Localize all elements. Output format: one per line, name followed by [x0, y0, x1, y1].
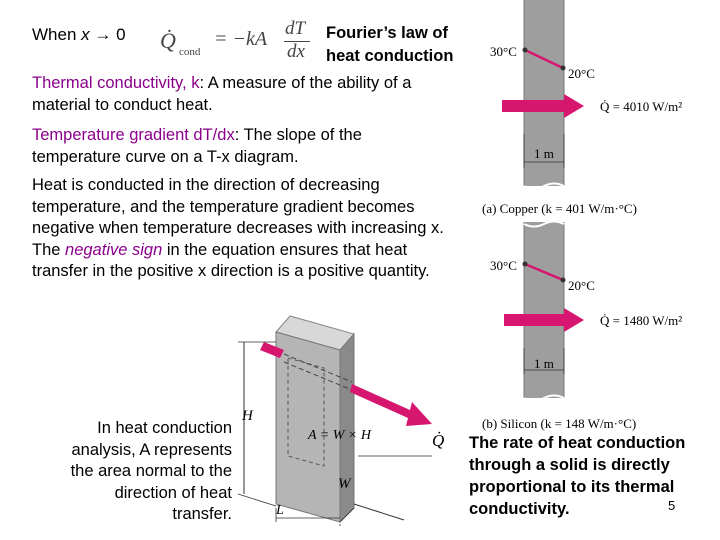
page-number: 5: [668, 498, 676, 513]
thickness-label: L: [276, 503, 284, 518]
copper-hot-temp: 30°C: [490, 44, 517, 59]
area-equation: A = W × H: [308, 428, 371, 443]
area-normal-note: In heat conduction analysis, A represents the area normal to the direction of heat transfer.: [70, 419, 232, 523]
plane-wall-diagram: [236, 296, 468, 526]
silicon-caption: (b) Silicon (k = 148 W/m·°C): [482, 416, 637, 431]
height-label: H: [242, 408, 253, 424]
slab-front: [276, 332, 340, 522]
silicon-wall-diagram: [472, 222, 720, 432]
temperature-gradient-definition: Temperature gradient dT/dx: The slope of the temperature curve on a T-x diagram.: [32, 126, 362, 166]
negative-sign-explanation: Heat is conducted in the direction of decreasing temperature, and the temperature gradient becomes negative when temperature decreases with increasing x. The negative sign in the equation ensures that heat transfer in the positive x direction is a positive quantity.: [32, 176, 444, 280]
silicon-hot-temp: 30°C: [490, 258, 517, 273]
silicon-slab: [524, 222, 564, 398]
silicon-heat-flux: Q̇ = 1480 W/m²: [600, 313, 683, 328]
copper-caption: (a) Copper (k = 401 W/m·°C): [482, 201, 637, 216]
conclusion-text: The rate of heat conduction through a solid is directly proportional to its thermal conductivity.: [469, 434, 686, 518]
thermal-conductivity-definition: Thermal conductivity, k: A measure of the ability of a material to conduct heat.: [32, 74, 412, 114]
law-title: Fourier’s law of heat conduction: [326, 24, 454, 65]
fourier-equation: Q̇ cond = −kA dT dx: [160, 20, 312, 64]
silicon-cold-temp: 20°C: [568, 278, 595, 293]
copper-cold-temp: 20°C: [568, 66, 595, 81]
copper-wall-diagram: [472, 0, 720, 222]
copper-length: 1 m: [534, 146, 554, 161]
limit-condition: When x → 0: [32, 25, 126, 44]
copper-heat-flux: Q̇ = 4010 W/m²: [600, 99, 683, 114]
silicon-length: 1 m: [534, 356, 554, 371]
width-label: W: [338, 476, 351, 492]
heat-rate-label: Q̇: [432, 431, 445, 450]
heat-arrow-out: [350, 384, 432, 426]
